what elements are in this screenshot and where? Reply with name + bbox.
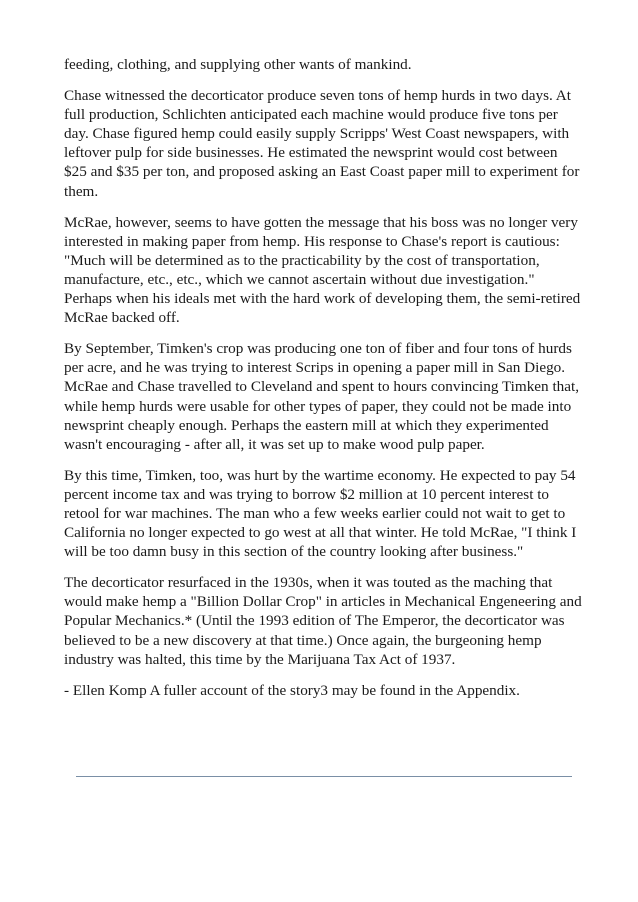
body-text	[64, 55, 584, 712]
paragraph-3: McRae, however, seems to have gotten the message that his boss was no longer very interested in making paper from hemp. His response to Chase's report is cautious: "Much will be determined as to the practicability by the cost of transportation, manufacture, etc., etc., which we cannot ascertain without due investigation." Perhaps when his ideals met with the hard work of developing them, the semi-retired McRae backed off.	[64, 213, 581, 327]
author-credit: - Ellen Komp A fuller account of the story3 may be found in the Appendix.	[64, 681, 520, 699]
horizontal-divider	[76, 776, 572, 777]
paragraph-1: feeding, clothing, and supplying other wants of mankind.	[64, 56, 412, 73]
paragraph-6: The decorticator resurfaced in the 1930s, when it was touted as the maching that would make hemp a "Billion Dollar Crop" in articles in Mechanical Engeneering and Popular Mechanics.* (Until the 1993 edition of The Emperor, the decorticator was believed to be a new discovery at that time.) Once again, the burgeoning hemp industry was halted, this time by the Marijuana Tax Act of 1937.	[64, 574, 582, 668]
paragraph-5: By this time, Timken, too, was hurt by the wartime economy. He expected to pay 54 percent income tax and was trying to borrow $2 million at 10 percent interest to retool for war machines. The man who a few weeks earlier could not wait to get to California no longer expected to go west at all that winter. He told McRae, "I think I will be too damn busy in this section of the country looking after business."	[64, 466, 577, 561]
paragraph-2: Chase witnessed the decorticator produce seven tons of hemp hurds in two days. At full production, Schlichten anticipated each machine would produce five tons per day. Chase figured hemp could easily supply Scripps' West Coast newspapers, with leftover pulp for side businesses. He estimated the newsprint would cost between $25 and $35 per ton, and proposed asking an East Coast paper mill to experiment for them.	[64, 87, 580, 200]
paragraph-4: By September, Timken's crop was producing one ton of fiber and four tons of hurds per acre, and he was trying to interest Scrips in opening a paper mill in San Diego. McRae and Chase travelled to Cleveland and spent to hours convincing Timken that, while hemp hurds were usable for other types of paper, they could not be made into newsprint cheaply enough. Perhaps the eastern mill at which they experimented wasn't encouraging - after all, it was set up to make wood pulp paper.	[64, 340, 580, 453]
